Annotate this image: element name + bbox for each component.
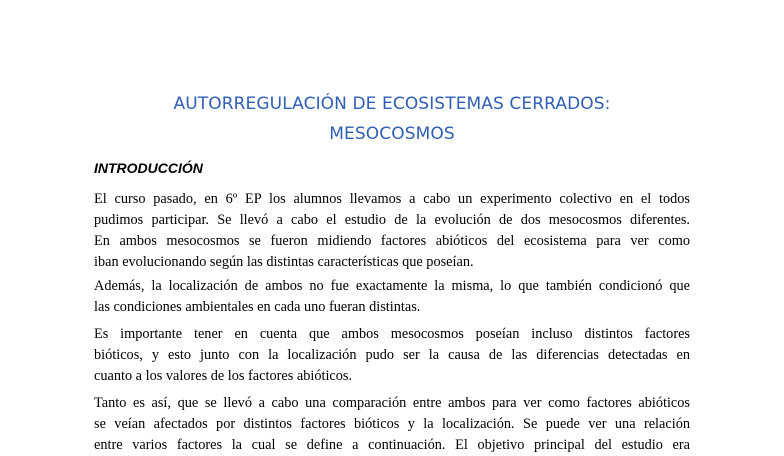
paragraph-line: cuanto a los valores de los factores abióticos.	[94, 368, 353, 384]
paragraph-line: pudimos participar. Se llevó a cabo el estudio de la evolución de dos mesocosmos diferentes.	[94, 212, 690, 228]
paragraph-3	[94, 324, 690, 387]
paragraph-line: iban evolucionando según las distintas características que poseían.	[94, 254, 474, 270]
paragraph-1	[94, 189, 690, 273]
paragraph-line: El curso pasado, en 6º EP los alumnos llevamos a cabo un experimento colectivo en el todos	[94, 191, 690, 207]
paragraph-line: entre varios factores la cual se define a continuación. El objetivo principal del estudio era	[94, 437, 690, 453]
paragraph-line: se veían afectados por distintos factores bióticos y la localización. Se puede ver una relación	[94, 416, 690, 432]
paragraph-line: Es importante tener en cuenta que ambos mesocosmos poseían incluso distintos factores	[94, 326, 690, 342]
paragraph-line: las condiciones ambientales en cada uno fueran distintas.	[94, 299, 421, 315]
paragraph-4	[94, 393, 690, 456]
paragraph-2	[94, 276, 690, 318]
document-title-line-2: MESOCOSMOS	[329, 124, 455, 144]
section-heading-introduccion: INTRODUCCIÓN	[94, 160, 203, 176]
paragraph-line: Tanto es así, que se llevó a cabo una comparación entre ambos para ver como factores abióticos	[94, 395, 690, 411]
paragraph-line: En ambos mesocosmos se fueron midiendo factores abióticos del ecosistema para ver como	[94, 233, 690, 249]
paragraph-line: Además, la localización de ambos no fue exactamente la misma, lo que también condicionó que	[94, 278, 690, 294]
paragraph-line: bióticos, y esto junto con la localización pudo ser la causa de las diferencias detectadas en	[94, 347, 690, 363]
document-title-line-1: AUTORREGULACIÓN DE ECOSISTEMAS CERRADOS:	[173, 94, 611, 114]
